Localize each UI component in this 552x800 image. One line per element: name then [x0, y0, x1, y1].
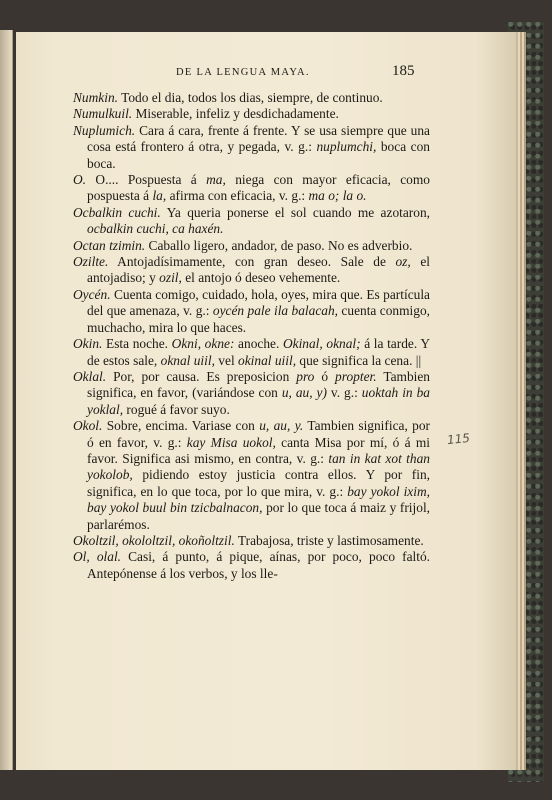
entry-definition: que significa la cena. || — [296, 352, 422, 368]
entry-definition: anoche. — [234, 336, 283, 352]
maya-example: u, au, y. — [259, 418, 304, 434]
dictionary-text — [73, 90, 430, 582]
dictionary-entry — [73, 418, 430, 533]
entry-headword: Numkin. — [73, 90, 119, 105]
entry-definition: Miserable, infeliz y desdichadamente. — [132, 106, 339, 122]
entry-headword: Ozilte. — [73, 254, 109, 270]
entry-headword: Okoltzil, okololtzil, okoñoltzil. — [73, 532, 235, 548]
entry-definition: Cara á cara, frente á frente. Y se usa siempre que una cosa está frontero á otra, y pegada, v. g.: — [87, 122, 430, 155]
maya-example: bay yokol ixim, bay yokol buul bin tzicbalnacon, — [87, 483, 430, 516]
left-page-edge — [0, 30, 13, 770]
entry-definition: niega con mayor eficacia, como pospuesta á — [87, 172, 430, 204]
entry-headword: Ocbalkin cuchi. — [73, 204, 161, 220]
entry-headword: Okol. — [73, 418, 103, 434]
running-title: DE LA LENGUA MAYA. — [176, 67, 310, 78]
entry-definition: vel — [214, 352, 239, 368]
maya-example: propter. — [335, 368, 377, 384]
entry-headword: Oklal. — [73, 368, 107, 384]
entry-definition: Sobre, encima. Variase con — [102, 418, 260, 434]
entry-definition: Casi, á punto, á pique, aínas, por poco, poco faltó. Antepónense á los verbos, y los lle- — [87, 549, 431, 581]
entry-headword: Nuplumich. — [73, 122, 136, 138]
dictionary-entry — [73, 90, 430, 106]
page-header — [176, 63, 416, 83]
maya-example: ocbalkin cuchi, ca haxén. — [87, 221, 224, 237]
entry-headword: Numulkuil. — [73, 106, 133, 122]
entry-definition: Todo el dia, todos los dias, siempre, de continuo. — [118, 90, 383, 105]
entry-definition: Ya queria ponerse el sol cuando me azotaron, — [160, 204, 431, 220]
entry-definition: O.... Pospuesta á — [86, 172, 207, 188]
handwritten-annotation: 115 — [446, 430, 471, 448]
entry-definition: afirma con eficacia, v. g.: — [166, 188, 309, 204]
maya-example: nuplumchi, — [316, 139, 377, 155]
maya-example: ma, — [206, 172, 226, 188]
entry-definition: Por, por causa. Es preposicion — [106, 368, 297, 384]
entry-definition: pidiendo estoy justicia contra ellos. Y por fin, significa, en lo que toca, por lo que mira, v. g.: — [87, 467, 430, 499]
maya-example: oycén pale ila balacah, — [212, 303, 339, 319]
entry-definition: canta Misa por mí, ó á mi favor. Significa asi mismo, en contra, v. g.: — [87, 434, 431, 466]
dictionary-entry — [73, 123, 430, 172]
dictionary-entry — [73, 172, 430, 205]
entry-definition: por lo que toca á maiz y frijol, parlarémos. — [87, 500, 431, 532]
entry-definition: á la tarde. Y de estos sale, — [87, 336, 431, 368]
maya-example: la, — [152, 188, 167, 204]
dictionary-entry — [73, 533, 430, 549]
dictionary-entry — [73, 205, 430, 238]
maya-example: ozil, — [159, 270, 182, 286]
entry-definition: Trabajosa, triste y lastimosamente. — [234, 532, 424, 548]
entry-definition: ó — [314, 368, 336, 384]
dictionary-entry — [73, 287, 430, 336]
entry-definition: Esta noche. — [102, 336, 172, 352]
entry-definition: boca con boca. — [87, 139, 430, 171]
entry-definition: Tambien significa, en favor, (variándose con — [87, 368, 430, 401]
maya-example: Okni, okne: — [171, 336, 235, 352]
maya-example: Okinal, oknal; — [282, 336, 361, 352]
entry-headword: Ol, olal. — [73, 549, 122, 565]
maya-example: u, au, y) — [281, 385, 327, 401]
dictionary-entry — [73, 106, 430, 122]
maya-example: tan in kat xot than yokolob, — [87, 450, 430, 483]
page-number: 185 — [392, 63, 415, 79]
entry-definition: Tambien significa, por ó en favor, v. g.: — [87, 418, 431, 450]
dictionary-entry — [73, 238, 430, 254]
entry-headword: Oycén. — [73, 286, 111, 302]
entry-headword: Octan tzimin. — [73, 237, 146, 253]
maya-example: oknal uiil, — [160, 352, 215, 368]
entry-definition: Antojadísimamente, con gran deseo. Sale de — [108, 254, 396, 270]
entry-headword: Okin. — [73, 336, 103, 352]
entry-definition: v. g.: — [326, 385, 362, 401]
entry-definition: el antojadiso; y — [87, 254, 430, 286]
maya-example: okinal uiil, — [238, 352, 297, 368]
maya-example: kay Misa uokol, — [186, 434, 276, 450]
maya-example: pro — [296, 368, 315, 384]
maya-example: oz, — [395, 254, 411, 270]
dictionary-entry — [73, 549, 430, 582]
entry-definition: cuenta conmigo, muchacho, mira lo que haces. — [87, 303, 430, 335]
dictionary-entry — [73, 369, 430, 418]
entry-headword: O. — [73, 172, 87, 188]
dictionary-entry — [73, 254, 430, 287]
entry-definition: Caballo ligero, andador, de paso. No es adverbio. — [145, 237, 413, 253]
maya-example: uoktah in ba yoklal, — [87, 385, 430, 417]
maya-example: ma o; la o. — [308, 188, 367, 204]
dictionary-entry — [73, 336, 430, 369]
entry-definition: Cuenta comigo, cuidado, hola, oyes, mira que. Es partícula del que amenaza, v. g.: — [87, 286, 430, 319]
entry-definition: el antojo ó deseo vehemente. — [181, 270, 341, 286]
entry-definition: rogué á favor suyo. — [123, 401, 230, 417]
